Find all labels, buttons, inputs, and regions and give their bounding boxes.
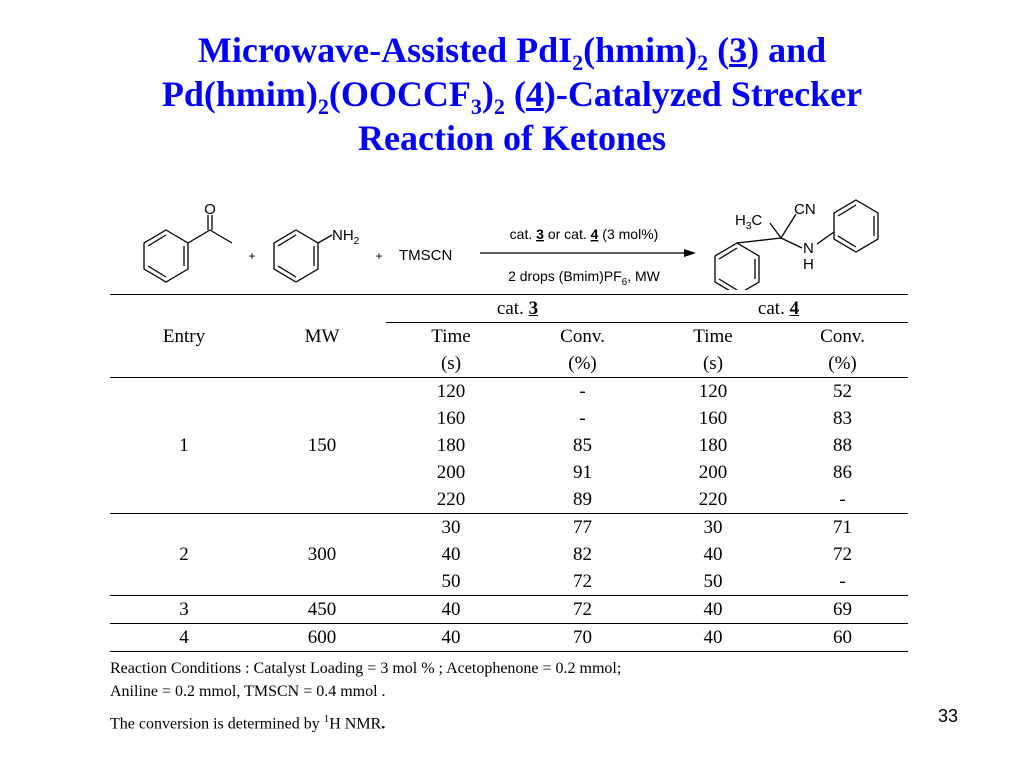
- cell-time: 40: [386, 596, 516, 624]
- cell-time: 40: [703, 544, 723, 565]
- title-subscript: 2: [572, 50, 584, 75]
- header-cat-prefix: cat.: [757, 298, 790, 319]
- footnote-nmr: [110, 708, 621, 735]
- cell-conversion: 71: [777, 514, 908, 542]
- cell-conversion: 85: [573, 435, 592, 456]
- header-conv-unit: (%): [568, 353, 597, 374]
- title-subscript: 2: [317, 94, 329, 119]
- cell-conversion: 82: [573, 544, 592, 565]
- slide-title: [0, 28, 1024, 160]
- header-time: Time: [431, 326, 471, 347]
- tmscn-label: TMSCN: [399, 247, 453, 264]
- title-line-1: [0, 28, 1024, 75]
- cell-time: 180: [698, 435, 728, 456]
- table-row: [110, 378, 908, 406]
- header-cat4: [649, 295, 908, 323]
- amine-hydrogen-label: H: [803, 256, 814, 273]
- title-text: )-Catalyzed Strecker: [543, 74, 863, 114]
- table-body: [110, 378, 908, 652]
- header-cat-prefix: cat.: [496, 298, 529, 319]
- title-text: ) and: [747, 30, 827, 70]
- cell-time: 220: [436, 489, 466, 510]
- cell-conversion: -: [839, 571, 846, 592]
- cell-time: 180: [436, 435, 466, 456]
- header-row-catalysts: [110, 295, 908, 323]
- cell-conversion: -: [516, 378, 649, 406]
- cell-conversion: 72: [833, 544, 852, 565]
- cell-time: 40: [649, 596, 777, 624]
- cell-entry: 3: [110, 596, 258, 624]
- title-text: Microwave-Assisted PdI: [197, 30, 573, 70]
- cell-conversion: 72: [516, 596, 649, 624]
- footnotes: [110, 657, 621, 735]
- footnote-period: .: [381, 715, 386, 733]
- header-conv-unit: (%): [828, 353, 857, 374]
- cell-time: 30: [649, 514, 777, 542]
- title-text: ): [481, 74, 494, 114]
- cell-time: 200: [698, 462, 728, 483]
- amine-label: $NH_2$: [332, 227, 360, 247]
- cell-time: 120: [386, 378, 516, 406]
- header-entry: Entry: [110, 295, 258, 378]
- aniline-structure: [274, 230, 332, 282]
- header-conv: Conv.: [560, 326, 605, 347]
- cell-time: 30: [386, 514, 516, 542]
- header-cat-number: 3: [528, 298, 539, 319]
- header-mw: MW: [258, 295, 386, 378]
- plus-sign: +: [248, 249, 256, 263]
- cell-conversion: 89: [573, 489, 592, 510]
- acetophenone-structure: [144, 215, 232, 282]
- cell-time: 220: [698, 489, 728, 510]
- cell-time: 200: [436, 462, 466, 483]
- header-cat3: [386, 295, 649, 323]
- title-text: (: [504, 74, 526, 114]
- cell-conversion: 88: [833, 435, 852, 456]
- title-text: (hmim): [583, 30, 698, 70]
- table-row: [110, 596, 908, 624]
- cell-conversion: -: [579, 408, 586, 429]
- title-text: (OOCCF: [328, 74, 471, 114]
- cell-time: 40: [649, 624, 777, 652]
- cell-mw: 450: [258, 596, 386, 624]
- table-row: [110, 514, 908, 542]
- cell-time: 40: [441, 544, 461, 565]
- header-conv: Conv.: [820, 326, 865, 347]
- cell-conversion: 91: [573, 462, 592, 483]
- table-header: [110, 295, 908, 378]
- cell-conversion: 69: [777, 596, 908, 624]
- arrow-conditions-top: cat. 3 or cat. 4 (3 mol%): [509, 226, 659, 242]
- cell-conversion: 52: [777, 378, 908, 406]
- reaction-scheme: [0, 190, 1024, 290]
- cell-conversion: 60: [777, 624, 908, 652]
- footnote-superscript: 1: [323, 713, 330, 725]
- results-table: [110, 294, 908, 652]
- footnote-text: H NMR: [329, 715, 382, 733]
- title-line-3: Reaction of Ketones: [358, 118, 666, 158]
- cell-conversion: 86: [833, 462, 852, 483]
- cell-conversion: 77: [516, 514, 649, 542]
- header-time: Time: [693, 326, 733, 347]
- cell-conversion: 83: [833, 408, 852, 429]
- cell-time: 120: [649, 378, 777, 406]
- reaction-arrow: [480, 249, 696, 257]
- nitrile-label: CN: [794, 201, 816, 218]
- cell-mw: 600: [258, 624, 386, 652]
- cell-time: 50: [703, 571, 723, 592]
- plus-sign: +: [375, 249, 383, 263]
- cell-mw: 300: [258, 514, 386, 596]
- cell-entry: 1: [110, 378, 258, 514]
- header-time-unit: (s): [702, 353, 724, 374]
- page-number: 33: [938, 706, 959, 726]
- cell-conversion: 70: [516, 624, 649, 652]
- cell-conversion: 72: [573, 571, 592, 592]
- amine-nitrogen-label: N: [803, 240, 814, 257]
- cell-mw: 150: [258, 378, 386, 514]
- title-catalyst-3: 3: [729, 30, 748, 70]
- title-subscript: 2: [493, 94, 505, 119]
- footnote-conditions-1: Reaction Conditions : Catalyst Loading = 3 mol % ; Acetophenone = 0.2 mmol;: [110, 660, 622, 677]
- cell-entry: 2: [110, 514, 258, 596]
- cell-time: 160: [436, 408, 466, 429]
- title-text: (: [708, 30, 730, 70]
- title-catalyst-4: 4: [525, 74, 544, 114]
- cell-time: 40: [386, 624, 516, 652]
- cell-conversion: -: [839, 489, 846, 510]
- title-subscript: 3: [470, 94, 482, 119]
- methyl-label: $H_3C$: [735, 212, 763, 232]
- title-text: Pd(hmim): [161, 74, 318, 114]
- cell-entry: 4: [110, 624, 258, 652]
- table-row: [110, 624, 908, 652]
- header-time-unit: (s): [440, 353, 462, 374]
- ketone-oxygen-label: O: [204, 201, 216, 218]
- cell-time: 160: [698, 408, 728, 429]
- title-line-2: [0, 72, 1024, 119]
- footnote-conditions-2: Aniline = 0.2 mmol, TMSCN = 0.4 mmol .: [110, 683, 386, 700]
- arrow-conditions-bottom: 2 drops $(Bmim)PF_6$, MW: [508, 268, 660, 288]
- cell-time: 50: [441, 571, 461, 592]
- header-cat-number: 4: [789, 298, 800, 319]
- footnote-text: The conversion is determined by: [110, 715, 324, 733]
- title-subscript: 2: [697, 50, 709, 75]
